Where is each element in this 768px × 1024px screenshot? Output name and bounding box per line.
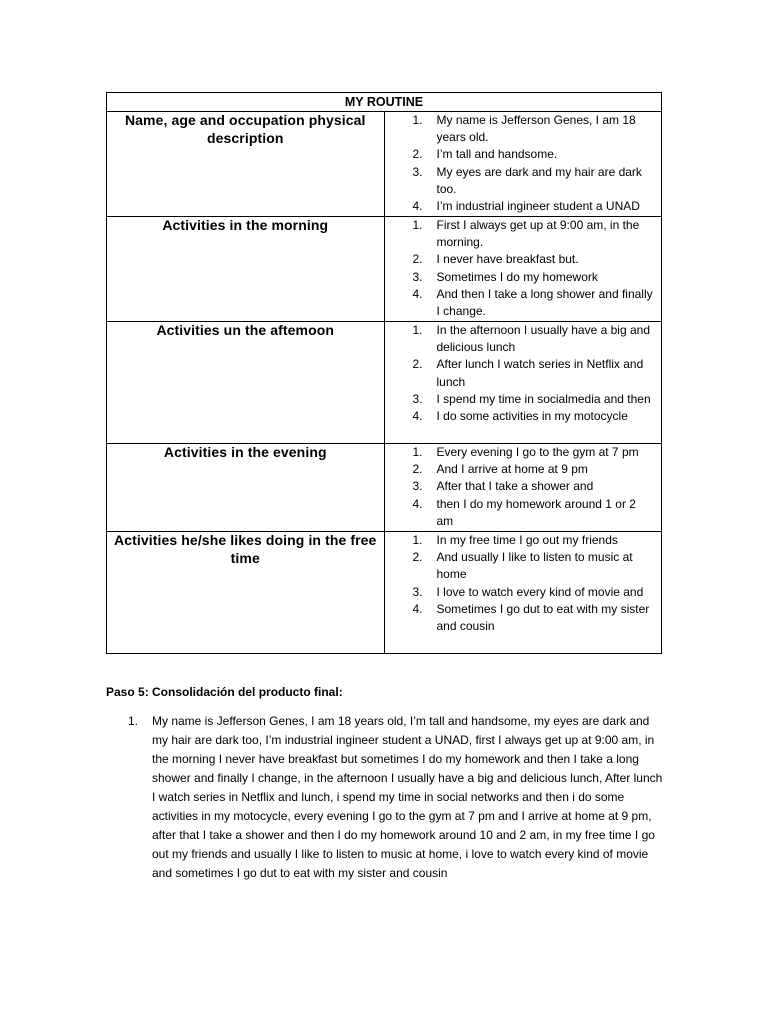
item-list — [385, 532, 662, 635]
table-row — [107, 322, 662, 444]
row-label: Name, age and occupation physical description — [107, 112, 385, 217]
row-label: Activities he/she likes doing in the free time — [107, 532, 385, 654]
table-row — [107, 217, 662, 322]
row-items — [384, 532, 662, 654]
list-item: 4. I’m industrial ingineer student a UNAD — [412, 199, 640, 214]
list-item: 1. My name is Jefferson Genes, I am 18 years old. — [412, 113, 636, 145]
list-item: 1. First I always get up at 9:00 am, in the morning. — [412, 218, 640, 250]
list-item: 3. I love to watch every kind of movie and — [412, 584, 644, 599]
list-item: 3. I spend my time in socialmedia and then — [412, 391, 651, 406]
final-paragraph: My name is Jefferson Genes, I am 18 years old, I’m tall and handsome, my eyes are dark and my hair are dark too, I’m industrial ingineer student a UNAD, first I always get up at 9:00 am, in the morning I never have breakfast but sometimes I do my homework and then I take a long shower and finally I change, in the afternoon I usually have a big and delicious lunch, After lunch I watch series in Netflix and lunch, i spend my time in social networks and then i do some activities in my motocycle, every evening I go to the gym at 7 pm and I arrive at home at 9 pm, after that I take a shower and then I do my homework around 10 and 2 am, in my free time I go out my friends and usually I like to listen to music at home, i love to watch every kind of movie and sometimes I go dut to eat with my sister and cousin — [152, 714, 663, 880]
routine-table — [106, 92, 662, 654]
list-item: 2. After lunch I watch series in Netflix and lunch — [412, 357, 644, 389]
list-item: 2. I’m tall and handsome. — [412, 147, 558, 162]
item-list — [385, 322, 662, 425]
row-label: Activities un the aftemoon — [107, 322, 385, 444]
list-item: 4. Sometimes I go dut to eat with my sister and cousin — [412, 601, 650, 634]
list-item: 3. After that I take a shower and — [412, 479, 594, 494]
list-item: 2. And usually I like to listen to music at home — [412, 550, 633, 582]
row-label: Activities in the evening — [107, 444, 385, 532]
list-item: 3. My eyes are dark and my hair are dark too. — [412, 164, 642, 196]
row-items — [384, 112, 662, 217]
table-row — [107, 444, 662, 532]
final-paragraph-item — [106, 712, 666, 883]
item-list — [385, 217, 662, 320]
item-list — [385, 112, 662, 215]
table-title: MY ROUTINE — [107, 93, 662, 112]
section-heading: Paso 5: Consolidación del producto final: — [106, 685, 343, 699]
item-list — [385, 444, 662, 530]
list-item: 4. And then I take a long shower and finally I change. — [412, 286, 653, 319]
table-header-row — [107, 93, 662, 112]
row-label: Activities in the morning — [107, 217, 385, 322]
item-number: 1. — [128, 714, 139, 728]
row-items — [384, 444, 662, 532]
list-item: 1. Every evening I go to the gym at 7 pm — [412, 445, 639, 459]
list-item: 4. I do some activities in my motocycle — [412, 409, 628, 424]
list-item: 2. I never have breakfast but. — [412, 252, 579, 267]
list-item: 1. In my free time I go out my friends — [412, 533, 618, 547]
table-row — [107, 112, 662, 217]
row-items — [384, 322, 662, 444]
list-item: 1. In the afternoon I usually have a big and delicious lunch — [412, 323, 650, 355]
row-items — [384, 217, 662, 322]
table-row — [107, 532, 662, 654]
list-item: 4. then I do my homework around 1 or 2 am — [412, 496, 636, 528]
list-item: 2. And I arrive at home at 9 pm — [412, 462, 588, 477]
list-item: 3. Sometimes I do my homework — [412, 269, 598, 284]
